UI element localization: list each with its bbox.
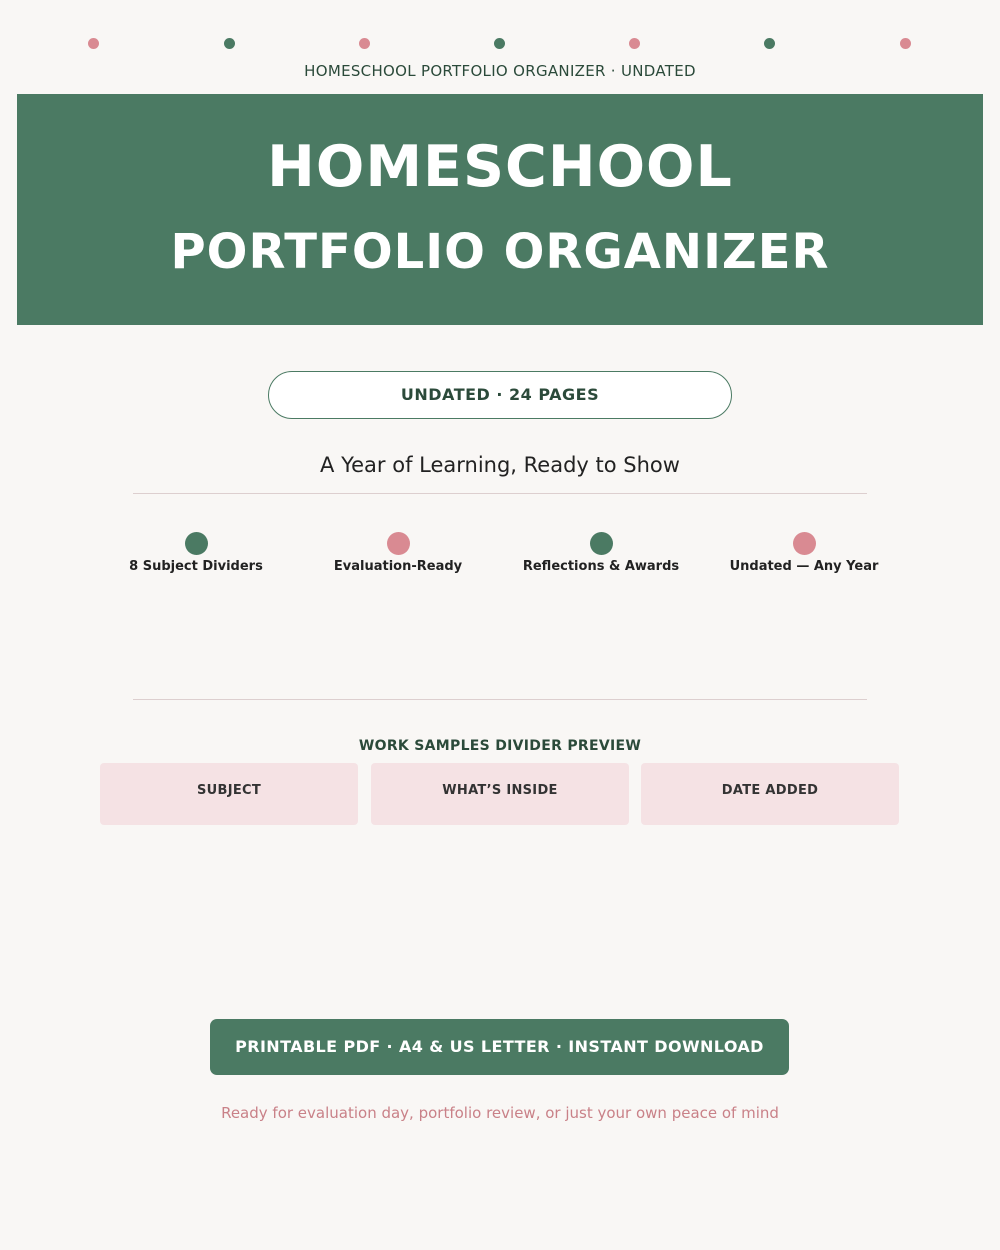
feature-item [298,532,498,574]
feature-dot-icon [590,532,613,555]
preview-column-date-added: DATE ADDED [641,763,899,825]
feature-dot-icon [387,532,410,555]
divider-top [133,493,867,494]
tagline: A Year of Learning, Ready to Show [320,453,680,477]
divider-bottom [133,699,867,700]
pages-badge: UNDATED · 24 PAGES [268,371,732,419]
title-line-1: HOMESCHOOL [267,134,733,200]
eyebrow-text: HOMESCHOOL PORTFOLIO ORGANIZER · UNDATED [304,62,696,80]
feature-dot-icon [793,532,816,555]
dot-icon [900,38,911,49]
title-line-2: PORTFOLIO ORGANIZER [170,224,830,280]
decorative-dot-row [0,0,1000,60]
preview-column-whats-inside: WHAT’S INSIDE [371,763,629,825]
dot-icon [629,38,640,49]
feature-dot-icon [185,532,208,555]
download-button[interactable]: PRINTABLE PDF · A4 & US LETTER · INSTANT DOWNLOAD [210,1019,789,1075]
feature-item [96,532,296,574]
title-banner [17,94,983,325]
feature-label: 8 Subject Dividers [129,559,263,574]
footnote-text: Ready for evaluation day, portfolio review, or just your own peace of mind [221,1104,779,1122]
dot-icon [88,38,99,49]
dot-icon [224,38,235,49]
dot-icon [764,38,775,49]
preview-title: WORK SAMPLES DIVIDER PREVIEW [358,738,642,754]
feature-label: Undated — Any Year [729,559,879,574]
feature-item [501,532,701,574]
dot-icon [494,38,505,49]
feature-label: Evaluation-Ready [333,559,463,574]
feature-label: Reflections & Awards [522,559,680,574]
preview-column-subject: SUBJECT [100,763,358,825]
feature-item [704,532,904,574]
dot-icon [359,38,370,49]
